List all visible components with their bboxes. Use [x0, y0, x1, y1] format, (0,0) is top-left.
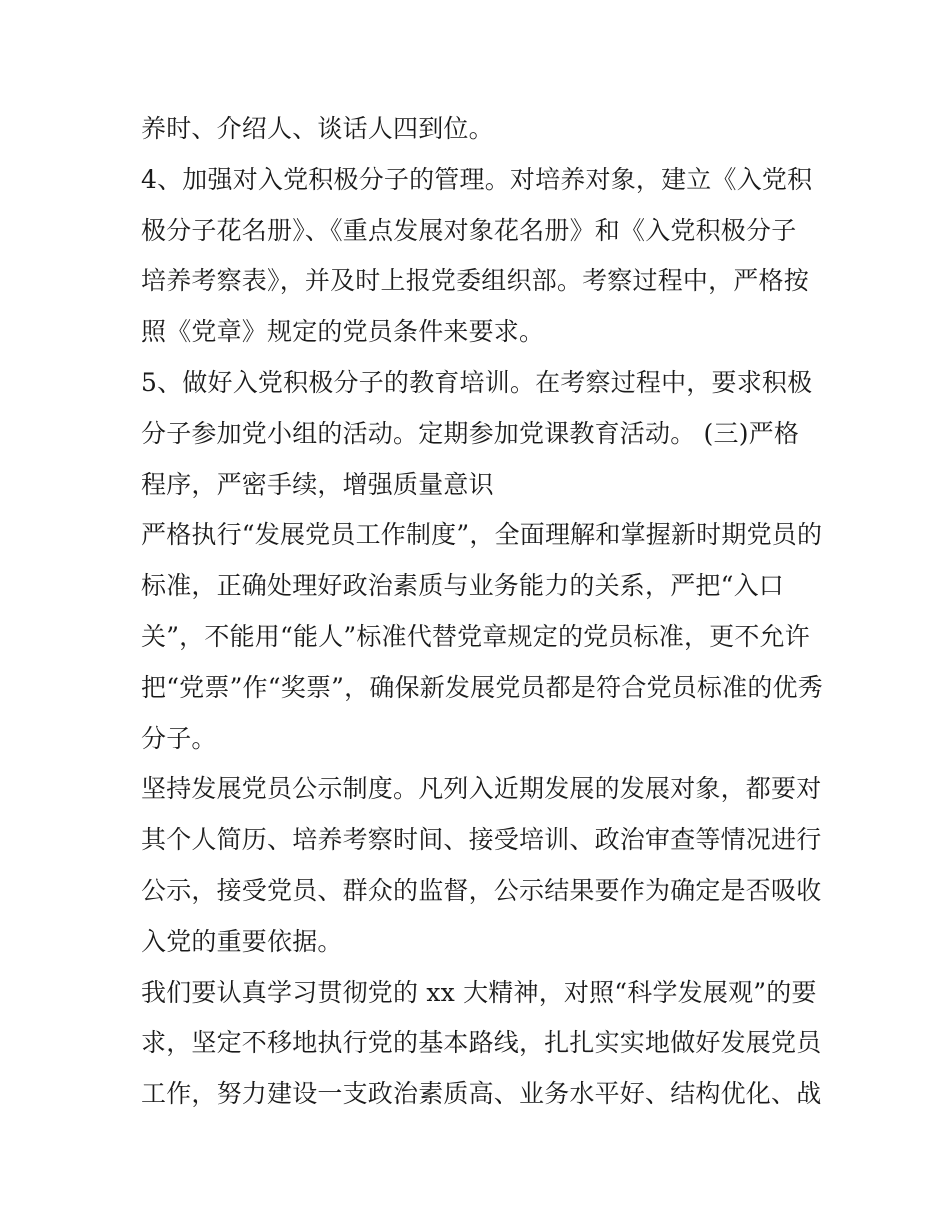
text-line: 入党的重要依据。 — [141, 926, 343, 956]
text-line: 5、做好入党积极分子的教育培训。在考察过程中，要求积极 — [141, 367, 813, 397]
text-line: 严格执行“发展党员工作制度”，全面理解和掌握新时期党员的 — [141, 520, 823, 550]
text-line: 公示，接受党员、群众的监督，公示结果要作为确定是否吸收 — [141, 875, 822, 905]
text-line: 养时、介绍人、谈话人四到位。 — [141, 114, 494, 143]
text-line: 培养考察表》，并及时上报党委组织部。考察过程中，严格按 — [141, 266, 809, 296]
text-line: 分子参加党小组的活动。定期参加党课教育活动。 (三)严格 — [141, 418, 800, 448]
text-line: 关”，不能用“能人”标准代替党章规定的党员标准，更不允许 — [141, 621, 810, 651]
text-line: 其个人简历、培养考察时间、接受培训、政治审查等情况进行 — [141, 825, 822, 855]
text-line: 标准，正确处理好政治素质与业务能力的关系，严把“入口 — [141, 571, 784, 601]
text-line: 我们要认真学习贯彻党的 xx 大精神，对照“科学发展观”的要 — [141, 977, 817, 1007]
document-body — [141, 104, 821, 1120]
text-line: 分子。 — [141, 723, 217, 753]
text-line: 坚持发展党员公示制度。凡列入近期发展的发展对象，都要对 — [141, 774, 822, 804]
text-line: 照《党章》规定的党员条件来要求。 — [141, 317, 545, 347]
text-line: 把“党票”作“奖票”，确保新发展党员都是符合党员标准的优秀 — [141, 672, 823, 702]
text-line: 4、加强对入党积极分子的管理。对培养对象，建立《入党积 — [141, 164, 813, 194]
text-line: 极分子花名册》、《重点发展对象花名册》和《入党积极分子 — [141, 215, 797, 245]
text-line: 工作，努力建设一支政治素质高、业务水平好、结构优化、战 — [141, 1079, 822, 1109]
text-line: 程序，严密手续，增强质量意识 — [141, 469, 494, 499]
text-line: 求，坚定不移地执行党的基本路线，扎扎实实地做好发展党员 — [141, 1028, 822, 1058]
